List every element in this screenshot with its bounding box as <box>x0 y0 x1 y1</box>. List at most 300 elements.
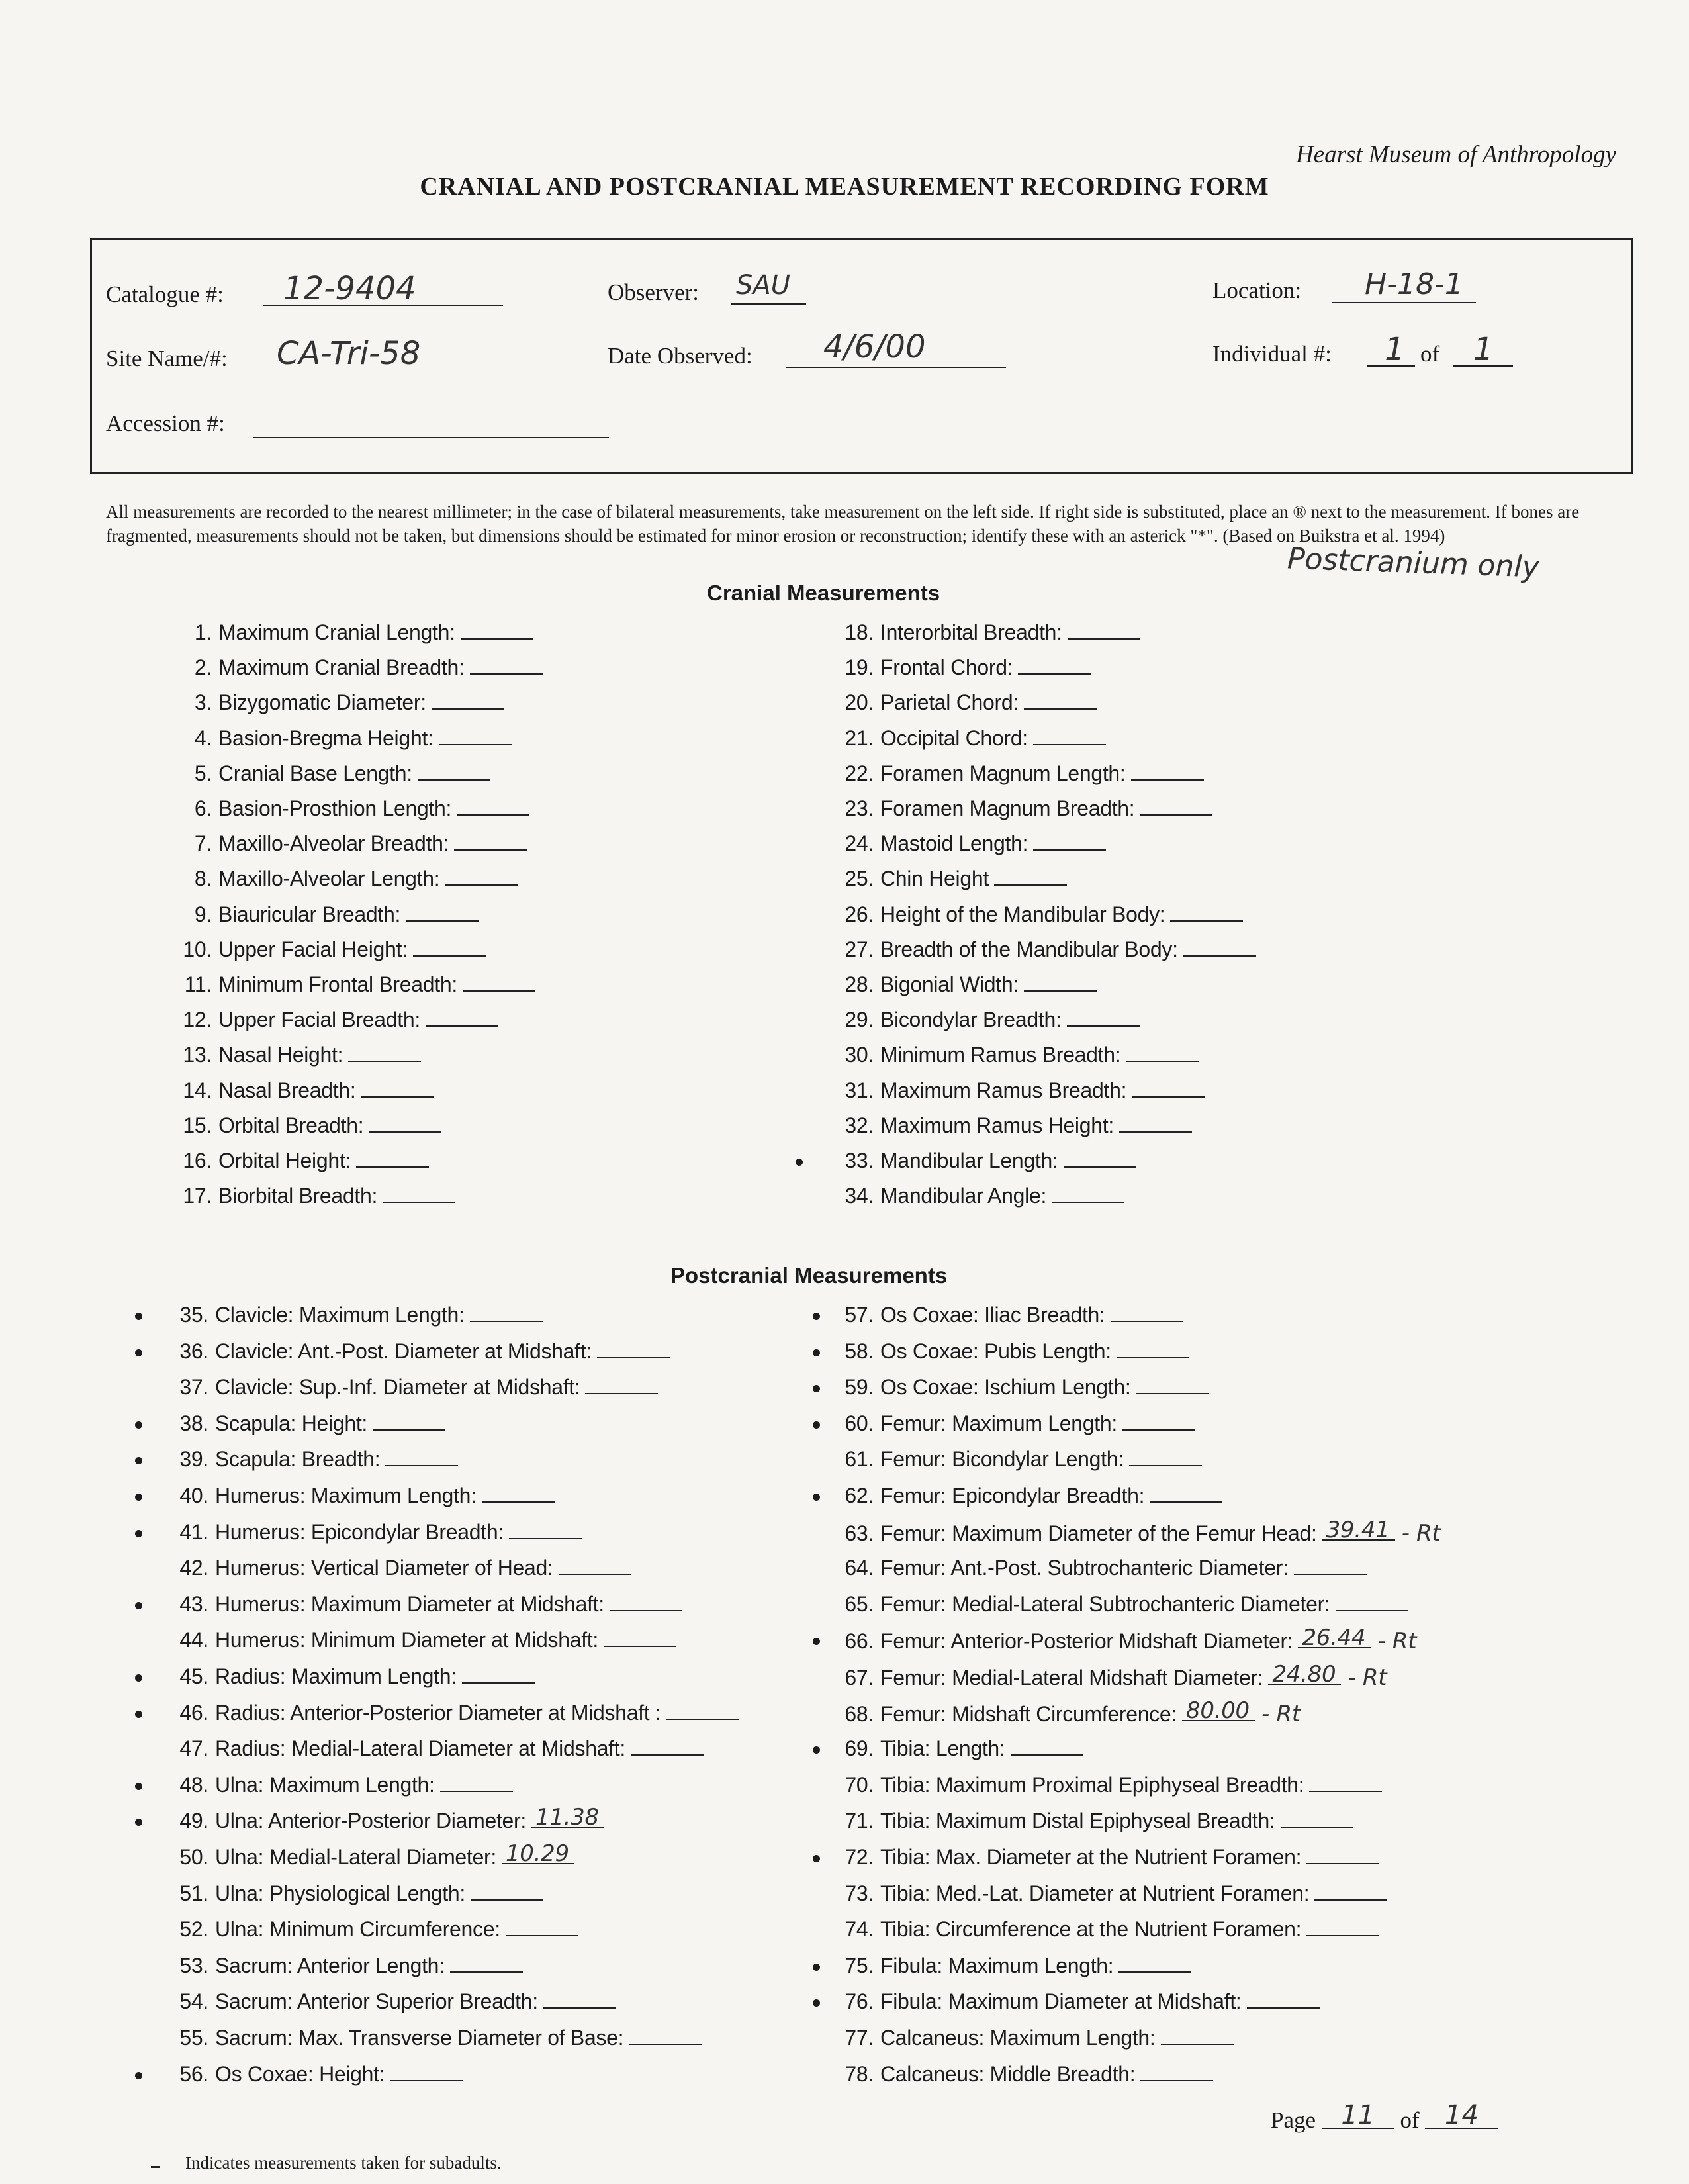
measurement-field[interactable] <box>629 2026 702 2045</box>
measurement-number: 46. <box>179 1700 208 1725</box>
measurement-field[interactable] <box>356 1149 429 1168</box>
measurement-field[interactable] <box>1067 1008 1140 1027</box>
measurement-label: Femur: Epicondylar Breadth: <box>880 1484 1145 1507</box>
page-number: 11 <box>1341 2100 1375 2130</box>
measurement-field[interactable] <box>1068 621 1140 640</box>
measurement-label: Upper Facial Height: <box>218 937 408 961</box>
measurement-number: 2. <box>194 655 212 680</box>
measurement-item <box>827 1375 1209 1401</box>
measurement-field[interactable] <box>463 973 535 992</box>
measurement-label: Fibula: Maximum Length: <box>880 1953 1114 1977</box>
measurement-item <box>827 1917 1379 1944</box>
measurement-number: 71. <box>844 1809 874 1833</box>
measurement-item <box>827 831 1106 858</box>
measurement-number: 15. <box>183 1113 212 1137</box>
measurement-item <box>827 1954 1191 1980</box>
measurement-value: 11.38 <box>535 1804 599 1831</box>
measurement-field[interactable] <box>1117 1340 1189 1358</box>
measurement-field[interactable] <box>531 1804 604 1831</box>
measurement-label: Femur: Medial-Lateral Midshaft Diameter: <box>880 1666 1263 1689</box>
measurement-field[interactable] <box>418 762 490 781</box>
measurement-field[interactable] <box>994 867 1067 886</box>
measurement-field[interactable] <box>1011 1737 1083 1756</box>
measurement-field[interactable] <box>610 1593 682 1611</box>
measurement-label: Orbital Height: <box>218 1149 351 1172</box>
measurement-label: Basion-Prosthion Length: <box>218 796 452 820</box>
measurement-label: Calcaneus: Maximum Length: <box>880 2026 1156 2050</box>
measurement-field[interactable] <box>406 903 479 922</box>
measurement-field[interactable] <box>1336 1593 1408 1611</box>
measurement-field[interactable] <box>390 2063 463 2081</box>
measurement-label: Bicondylar Breadth: <box>880 1008 1062 1032</box>
measurement-field[interactable] <box>432 691 504 710</box>
measurement-item <box>827 1881 1387 1908</box>
subadult-bullet <box>135 1783 142 1790</box>
measurement-label: Femur: Bicondylar Length: <box>880 1447 1124 1472</box>
measurement-label: Bigonial Width: <box>880 973 1019 996</box>
measurement-field[interactable] <box>439 727 512 745</box>
measurement-item <box>165 1008 498 1034</box>
measurement-field[interactable] <box>1247 1990 1320 2009</box>
measurement-label: Humerus: Maximum Length: <box>215 1484 477 1507</box>
measurement-value: 39.41 <box>1326 1516 1390 1543</box>
measurement-item <box>159 1773 513 1799</box>
measurement-item <box>165 620 533 647</box>
measurement-label: Fibula: Maximum Diameter at Midshaft: <box>880 1989 1242 2014</box>
measurement-number: 20. <box>844 690 874 715</box>
measurement-field[interactable] <box>385 1448 458 1466</box>
measurement-field[interactable] <box>1268 1661 1341 1687</box>
measurement-field[interactable] <box>1119 1114 1192 1133</box>
postcranial-title: Postcranial Measurements <box>670 1263 948 1288</box>
measurement-label: Radius: Maximum Length: <box>215 1664 457 1688</box>
measurement-field[interactable] <box>506 1918 578 1936</box>
measurement-field[interactable] <box>1129 1448 1202 1466</box>
subadult-bullet <box>813 1855 820 1862</box>
measurement-field[interactable] <box>1111 1304 1183 1322</box>
measurement-label: Radius: Anterior-Posterior Diameter at Midshaft : <box>215 1700 661 1725</box>
measurement-field[interactable] <box>383 1184 455 1203</box>
measurement-item <box>827 1625 1417 1655</box>
measurement-item <box>159 1989 616 2016</box>
measurement-number: 12. <box>183 1008 212 1032</box>
accession-label: Accession #: <box>106 410 225 436</box>
measurement-number: 8. <box>194 867 212 891</box>
measurement-label: Cranial Base Length: <box>218 761 412 785</box>
measurement-label: Humerus: Minimum Diameter at Midshaft: <box>215 1628 598 1652</box>
measurement-label: Tibia: Max. Diameter at the Nutrient Foramen: <box>880 1845 1302 1869</box>
measurement-label: Minimum Ramus Breadth: <box>880 1043 1121 1067</box>
measurement-item <box>165 973 535 999</box>
subadult-bullet <box>135 1313 142 1320</box>
site-value: CA-Tri-58 <box>277 335 421 372</box>
measurement-field[interactable] <box>1064 1149 1136 1168</box>
measurement-field[interactable] <box>1182 1697 1255 1724</box>
subadult-bullet <box>135 1674 142 1682</box>
measurement-field[interactable] <box>1052 1184 1124 1203</box>
measurement-label: Os Coxae: Ischium Length: <box>880 1375 1131 1400</box>
measurement-item <box>159 1411 445 1438</box>
measurement-item <box>827 1339 1189 1366</box>
measurement-number: 56. <box>179 2062 208 2086</box>
measurement-field[interactable] <box>1298 1625 1371 1652</box>
measurement-label: Maximum Cranial Breadth: <box>218 655 465 680</box>
measurement-field[interactable] <box>454 832 527 851</box>
measurement-field[interactable] <box>559 1556 631 1575</box>
measurement-number: 7. <box>194 831 212 856</box>
measurement-value: 10.29 <box>505 1840 569 1867</box>
measurement-field[interactable] <box>1306 1918 1379 1936</box>
page-total-field[interactable] <box>1425 2100 1498 2130</box>
measurement-item <box>165 1043 421 1069</box>
measurement-field[interactable] <box>1281 1809 1353 1828</box>
subadult-bullet <box>135 1819 142 1826</box>
measurement-number: 33. <box>844 1149 874 1172</box>
measurement-number: 11. <box>184 973 212 996</box>
measurement-field[interactable] <box>509 1521 582 1539</box>
measurement-label: Tibia: Maximum Distal Epiphyseal Breadth: <box>880 1809 1275 1833</box>
measurement-item <box>165 1078 434 1105</box>
measurement-field[interactable] <box>1150 1484 1222 1503</box>
measurement-number: 4. <box>194 726 212 750</box>
measurement-field[interactable] <box>666 1701 739 1720</box>
measurement-number: 29. <box>844 1008 874 1032</box>
measurement-field[interactable] <box>1033 727 1106 745</box>
measurement-field[interactable] <box>1183 938 1256 957</box>
location-field[interactable] <box>1332 267 1476 303</box>
measurement-field[interactable] <box>470 1304 543 1322</box>
measurement-number: 31. <box>844 1078 874 1102</box>
measurement-number: 52. <box>179 1917 208 1942</box>
measurement-label: Clavicle: Maximum Length: <box>215 1303 465 1327</box>
measurement-number: 76. <box>844 1989 874 2014</box>
observer-value: SAU <box>736 270 791 301</box>
measurement-item <box>827 937 1256 964</box>
measurement-item <box>827 902 1243 929</box>
measurement-number: 38. <box>179 1411 208 1435</box>
measurement-item <box>827 1773 1382 1799</box>
footer-note: Indicates measurements taken for subadults. <box>185 2153 502 2173</box>
measurement-field[interactable] <box>462 1665 535 1684</box>
measurement-item <box>827 1114 1192 1140</box>
measurement-item <box>827 761 1204 788</box>
measurement-label: Biauricular Breadth: <box>218 902 401 926</box>
measurement-label: Femur: Medial-Lateral Subtrochanteric Diameter: <box>880 1591 1330 1616</box>
measurement-field[interactable] <box>471 1882 543 1901</box>
measurement-number: 32. <box>844 1113 874 1137</box>
measurement-field[interactable] <box>461 621 533 640</box>
measurement-field[interactable] <box>1306 1846 1379 1864</box>
measurement-number: 25. <box>844 867 874 891</box>
measurement-label: Biorbital Breadth: <box>218 1184 378 1208</box>
measurement-item <box>827 1078 1205 1105</box>
measurement-label: Bizygomatic Diameter: <box>218 690 426 715</box>
measurement-label: Os Coxae: Iliac Breadth: <box>880 1303 1105 1327</box>
measurement-label: Maximum Ramus Breadth: <box>880 1078 1127 1102</box>
measurement-label: Humerus: Epicondylar Breadth: <box>215 1519 504 1544</box>
side-marker: - Rt <box>1347 1664 1387 1691</box>
measurement-item <box>827 1411 1195 1438</box>
accession-field[interactable] <box>253 406 609 438</box>
measurement-item <box>159 1303 543 1329</box>
measurement-item <box>827 620 1140 647</box>
measurement-item <box>165 796 529 823</box>
subadult-bullet <box>813 1421 820 1429</box>
site-field[interactable] <box>257 335 503 372</box>
measurement-number: 55. <box>179 2026 208 2050</box>
measurement-number: 36. <box>179 1339 208 1363</box>
measurement-number: 60. <box>844 1411 874 1435</box>
measurement-number: 19. <box>844 655 874 680</box>
measurement-number: 34. <box>844 1184 874 1208</box>
measurement-field[interactable] <box>1033 832 1106 851</box>
measurement-field[interactable] <box>413 938 486 957</box>
subadult-bullet <box>135 1457 142 1464</box>
measurement-field[interactable] <box>1140 797 1212 816</box>
measurement-number: 75. <box>844 1953 874 1977</box>
form-title: CRANIAL AND POSTCRANIAL MEASUREMENT RECORDING FORM <box>420 173 1269 201</box>
measurement-label: Mandibular Length: <box>880 1149 1058 1172</box>
measurement-label: Upper Facial Breadth: <box>218 1008 420 1032</box>
measurement-item <box>827 726 1106 753</box>
measurement-item <box>165 937 486 964</box>
measurement-label: Tibia: Med.-Lat. Diameter at Nutrient Foramen: <box>880 1881 1310 1905</box>
measurement-item <box>165 867 518 893</box>
measurement-number: 50. <box>179 1845 208 1869</box>
side-marker: - Rt <box>1261 1700 1301 1727</box>
measurement-field[interactable] <box>1132 1079 1205 1098</box>
measurement-item <box>827 1736 1083 1763</box>
subadult-bullet <box>135 1349 142 1356</box>
measurement-number: 6. <box>194 796 212 820</box>
measurement-number: 53. <box>179 1953 208 1977</box>
measurement-field[interactable] <box>450 1954 523 1973</box>
measurement-item <box>159 1664 535 1691</box>
measurement-number: 65. <box>844 1591 874 1616</box>
date-field[interactable] <box>786 328 1006 368</box>
individual-of-label: of <box>1420 341 1440 367</box>
measurement-label: Femur: Ant.-Post. Subtrochanteric Diameter: <box>880 1556 1289 1580</box>
measurement-item <box>159 1484 555 1510</box>
measurement-number: 5. <box>194 761 212 785</box>
observer-field[interactable] <box>731 270 806 305</box>
measurement-field[interactable] <box>631 1737 704 1756</box>
individual-field[interactable] <box>1367 331 1415 368</box>
measurement-value: 24.80 <box>1272 1661 1336 1687</box>
measurement-number: 59. <box>844 1375 874 1400</box>
measurement-field[interactable] <box>482 1484 555 1503</box>
measurement-number: 21. <box>844 726 874 750</box>
page-indicator <box>1271 2100 1498 2134</box>
page-number-field[interactable] <box>1322 2100 1394 2130</box>
measurement-number: 47. <box>179 1736 208 1761</box>
date-label: Date Observed: <box>608 343 753 369</box>
measurement-item <box>827 1592 1408 1619</box>
location-label: Location: <box>1212 277 1302 303</box>
measurement-label: Orbital Breadth: <box>218 1113 364 1137</box>
measurement-number: 62. <box>844 1484 874 1507</box>
measurement-field[interactable] <box>369 1114 441 1133</box>
measurement-item <box>827 796 1212 823</box>
measurement-number: 48. <box>179 1772 208 1797</box>
measurement-number: 42. <box>179 1556 208 1580</box>
measurement-field[interactable] <box>585 1376 658 1394</box>
measurement-field[interactable] <box>440 1774 513 1792</box>
measurement-item <box>159 1447 458 1474</box>
measurement-item <box>159 1804 604 1835</box>
measurement-label: Maxillo-Alveolar Length: <box>218 867 440 891</box>
measurement-label: Clavicle: Sup.-Inf. Diameter at Midshaft: <box>215 1375 580 1400</box>
measurement-field[interactable] <box>502 1840 574 1867</box>
measurement-item <box>827 1556 1367 1582</box>
measurement-label: Basion-Bregma Height: <box>218 726 434 750</box>
measurement-field[interactable] <box>1136 1376 1209 1394</box>
measurement-number: 10. <box>183 937 212 961</box>
measurement-field[interactable] <box>543 1990 616 2009</box>
measurement-number: 17. <box>183 1184 212 1208</box>
measurement-item <box>827 973 1097 999</box>
measurement-number: 57. <box>844 1303 874 1327</box>
measurement-label: Radius: Medial-Lateral Diameter at Midshaft: <box>215 1736 625 1761</box>
measurement-number: 69. <box>844 1736 874 1761</box>
measurement-label: Foramen Magnum Length: <box>880 761 1126 785</box>
measurement-item <box>827 1989 1320 2016</box>
measurement-field[interactable] <box>1294 1556 1367 1575</box>
measurement-item <box>165 1114 441 1140</box>
measurement-label: Minimum Frontal Breadth: <box>218 973 457 996</box>
page-total: 14 <box>1445 2100 1479 2130</box>
measurement-field[interactable] <box>445 867 518 886</box>
measurement-field[interactable] <box>1118 1954 1191 1973</box>
measurement-number: 51. <box>179 1881 208 1905</box>
measurement-item <box>827 1184 1124 1210</box>
measurement-field[interactable] <box>1018 656 1091 675</box>
measurement-item <box>165 761 490 788</box>
measurement-label: Scapula: Breadth: <box>215 1447 381 1472</box>
measurement-label: Femur: Anterior-Posterior Midshaft Diameter: <box>880 1629 1293 1654</box>
measurement-number: 40. <box>179 1484 208 1507</box>
measurement-field[interactable] <box>1322 1516 1395 1543</box>
measurement-label: Sacrum: Anterior Length: <box>215 1953 445 1977</box>
measurement-number: 64. <box>844 1556 874 1580</box>
measurement-number: 74. <box>844 1917 874 1942</box>
measurement-label: Ulna: Physiological Length: <box>215 1881 465 1905</box>
museum-name: Hearst Museum of Anthropology <box>1295 141 1616 168</box>
measurement-number: 22. <box>844 761 874 785</box>
measurement-label: Parietal Chord: <box>880 690 1019 715</box>
measurement-field[interactable] <box>1024 691 1097 710</box>
measurement-number: 18. <box>844 620 874 644</box>
measurement-field[interactable] <box>1024 973 1097 992</box>
measurement-item <box>827 1484 1222 1510</box>
measurement-label: Chin Height <box>880 867 989 891</box>
measurement-item <box>827 1303 1183 1329</box>
measurement-number: 68. <box>844 1701 874 1726</box>
measurement-number: 54. <box>179 1989 208 2014</box>
measurement-field[interactable] <box>1170 903 1243 922</box>
location-value: H-18-1 <box>1365 267 1463 301</box>
measurement-number: 73. <box>844 1881 874 1905</box>
site-label: Site Name/#: <box>106 346 228 371</box>
measurement-number: 16. <box>183 1149 212 1172</box>
measurement-label: Mastoid Length: <box>880 831 1028 856</box>
measurement-item <box>159 1339 670 1366</box>
measurement-field[interactable] <box>457 797 529 816</box>
measurement-number: 44. <box>179 1628 208 1652</box>
measurement-label: Clavicle: Ant.-Post. Diameter at Midshaft: <box>215 1339 592 1363</box>
measurement-field[interactable] <box>597 1340 670 1358</box>
cranial-title: Cranial Measurements <box>707 581 940 605</box>
measurement-field[interactable] <box>1131 762 1204 781</box>
measurement-label: Tibia: Length: <box>880 1736 1005 1761</box>
subadult-bullet <box>135 1494 142 1501</box>
measurement-label: Tibia: Maximum Proximal Epiphyseal Breadth: <box>880 1772 1304 1797</box>
measurement-number: 61. <box>844 1447 874 1472</box>
measurement-label: Tibia: Circumference at the Nutrient Foramen: <box>880 1917 1302 1942</box>
measurement-item <box>827 1447 1202 1474</box>
individual-total-field[interactable] <box>1453 331 1513 368</box>
measurement-number: 43. <box>179 1591 208 1616</box>
measurement-label: Sacrum: Max. Transverse Diameter of Base: <box>215 2026 624 2050</box>
measurement-item <box>159 1520 582 1546</box>
measurement-field[interactable] <box>1140 2063 1213 2081</box>
measurement-item <box>165 902 479 929</box>
measurement-item <box>165 655 543 682</box>
measurement-number: 45. <box>179 1664 208 1688</box>
measurement-number: 28. <box>844 973 874 996</box>
side-marker: - Rt <box>1401 1519 1441 1546</box>
measurement-label: Mandibular Angle: <box>880 1184 1047 1208</box>
measurement-number: 49. <box>179 1809 208 1833</box>
subadult-bullet <box>813 1746 820 1754</box>
measurement-item <box>827 1697 1301 1727</box>
measurement-field[interactable] <box>1161 2026 1234 2045</box>
measurement-field[interactable] <box>361 1079 434 1098</box>
measurement-item <box>159 1917 578 1944</box>
measurement-item <box>827 655 1091 682</box>
measurement-field[interactable] <box>426 1008 498 1027</box>
measurement-field[interactable] <box>1309 1774 1382 1792</box>
measurement-field[interactable] <box>1126 1043 1199 1062</box>
measurement-number: 3. <box>194 690 212 715</box>
measurement-label: Nasal Height: <box>218 1043 343 1067</box>
measurement-field[interactable] <box>470 656 543 675</box>
measurement-item <box>827 1661 1387 1691</box>
measurement-field[interactable] <box>1122 1412 1195 1431</box>
legend-bullet <box>151 2166 160 2168</box>
measurement-number: 24. <box>844 831 874 856</box>
measurement-label: Frontal Chord: <box>880 655 1013 680</box>
measurement-number: 27. <box>844 937 874 961</box>
measurement-item <box>165 1149 429 1175</box>
measurement-field[interactable] <box>1314 1882 1387 1901</box>
subadult-bullet <box>135 1421 142 1429</box>
catalogue-field[interactable] <box>263 270 503 307</box>
subadult-bullet <box>813 1638 820 1645</box>
measurement-item <box>827 1149 1136 1175</box>
measurement-number: 58. <box>844 1339 874 1363</box>
date-value: 4/6/00 <box>823 328 926 365</box>
measurement-label: Nasal Breadth: <box>218 1078 356 1102</box>
measurement-item <box>827 867 1067 893</box>
measurement-number: 30. <box>844 1043 874 1067</box>
subadult-bullet <box>813 1494 820 1501</box>
measurement-field[interactable] <box>373 1412 445 1431</box>
measurement-field[interactable] <box>604 1629 676 1647</box>
measurement-field[interactable] <box>348 1043 421 1062</box>
subadult-bullet <box>135 1602 142 1609</box>
measurement-number: 70. <box>844 1772 874 1797</box>
